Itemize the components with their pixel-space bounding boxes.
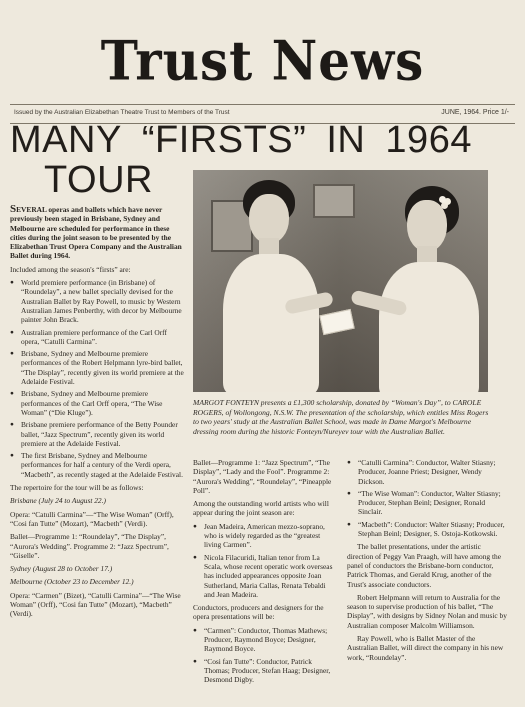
artists-list	[193, 522, 335, 599]
brisbane-ballet: Ballet—Programme 1: “Roundelay”, “The Display”, “Aurora's Wedding”. Programme 2: “Jazz Spectrum”, “Giselle”.	[10, 532, 169, 560]
headline-line-2: TOUR	[44, 159, 153, 201]
photo-face	[249, 194, 289, 244]
photo-figure-left	[215, 178, 335, 392]
list-item: ● Brisbane, Sydney and Melbourne premiere performances of the Robert Helpmann lyre-bird ballet, “The Display”, recently given its world premiere at the Adelaide Festival.	[10, 349, 184, 386]
photo-caption: MARGOT FONTEYN presents a £1,300 scholarship, donated by “Woman's Day”, to CAROLE ROGERS, of Wollongong, N.S.W. The presentation of the scholarship, which entitles Miss Rogers to two years' study at the Australian Ballet School, was made in Dame Margot's Melbourne dressing room during the historic Fonteyn/Nureyev tour with the Australian Ballet.	[193, 398, 489, 436]
list-item: ● The first Brisbane, Sydney and Melbourne performances for half a century of the Verdi opera, “Macbeth”, as recently staged at the Adelaide Festival.	[10, 451, 184, 479]
list-item: ● Australian premiere performance of the Carl Orff opera, “Catulli Carmina”.	[10, 328, 184, 347]
list-item: ● “Catulli Carmina”: Conductor, Walter Stiasny; Producer, Joanne Priest; Designer, Wendy Dickson.	[347, 458, 507, 486]
article-column-middle	[193, 458, 335, 689]
photo-face	[407, 200, 447, 252]
lead-text: EVERAL operas and ballets which have never previously been staged in Brisbane, Sydney and Melbourne are scheduled for performance in these cities during the joint season to be presented by the Elizabethan Trust Opera Company and the Australian Ballet during 1964.	[10, 205, 182, 261]
opera-credits-list	[347, 458, 507, 538]
powell-paragraph: Ray Powell, who is Ballet Master of the Australian Ballet, will direct the company in his new work, “Roundelay”.	[347, 634, 504, 662]
masthead-title: Trust News	[100, 28, 425, 93]
brisbane-opera: Opera: “Catulli Carmina”—“The Wise Woman” (Orff), “Cosi fan Tutte” (Mozart), “Macbeth” (Verdi).	[10, 509, 174, 528]
repertoire-intro: The repertoire for the tour will be as follows:	[10, 483, 144, 493]
issued-by-line: Issued by the Australian Elizabethan Theatre Trust to Members of the Trust	[14, 109, 230, 116]
list-item: ● Brisbane premiere performance of the Betty Pounder ballet, “Jazz Spectrum”, recently given its world premiere at the Adelaide Festival.	[10, 420, 184, 448]
headline-line-1	[10, 120, 515, 160]
photo-body	[379, 262, 479, 392]
photo-body	[223, 254, 319, 392]
article-column-left	[10, 205, 184, 623]
masthead	[0, 26, 525, 96]
issue-date-price: JUNE, 1964. Price 1/-	[441, 109, 509, 116]
photo-fonteyn-rogers	[193, 170, 488, 392]
ballet-direction-paragraph: The ballet presentations, under the artistic direction of Peggy Van Praagh, will have among the panel of conductors the Brisbane-born conductor, Patrick Thomas, and Gerald Krug, another of the Trust's associate conductors.	[347, 542, 502, 589]
list-item: ● “The Wise Woman”: Conductor, Walter Stiasny; Producer, Stephan Beinl; Designer, Ronald Sinclair.	[347, 489, 507, 517]
headline-word: “FIRSTS”	[141, 119, 307, 161]
drop-cap: S	[10, 203, 17, 215]
melbourne-dates: Melbourne (October 23 to December 12.)	[10, 577, 134, 587]
list-item: ● “Macbeth”: Conductor: Walter Stiasny; Producer, Stephan Beinl; Designer, S. Ostoja-Kotkowski.	[347, 520, 507, 539]
list-item: ● “Carmen”: Conductor, Thomas Mathews; Producer, Raymond Boyce; Designer, Raymond Boyce.	[193, 626, 335, 654]
helpmann-paragraph: Robert Helpmann will return to Australia for the season to supervise production of his ballet, “The Display”, with designs by Sidney Nolan and music by Australian composer Malcolm Williamson.	[347, 592, 507, 630]
list-item: ● World premiere performance (in Brisbane) of “Roundelay”, a new ballet specially devised for the Australian Ballet by Ray Powell, to music by Western Australian James Penberthy, with decor by Melbourne painter John Brack.	[10, 278, 184, 324]
list-item: ● Brisbane, Sydney and Melbourne premiere performances of the Carl Orff opera, “The Wise Woman” (“Die Kluge”).	[10, 389, 184, 417]
headline-word: 1964	[385, 119, 472, 161]
firsts-list	[10, 278, 184, 479]
firsts-intro: Included among the season's “firsts” are:	[10, 264, 131, 274]
list-item: ● Nicola Filacuridi, Italian tenor from La Scala, whose recent operatic work overseas has included appearances opposite Joan Sutherland, Maria Callas, Renata Tebaldi and Jean Madeira.	[193, 553, 335, 599]
photo-hair-flower	[439, 196, 446, 203]
lead-paragraph	[10, 205, 184, 261]
list-item: ● Jean Madeira, American mezzo-soprano, who is widely regarded as the “greatest living Carmen”.	[193, 522, 335, 550]
article-column-right	[347, 458, 507, 666]
sydney-dates: Sydney (August 28 to October 17.)	[10, 564, 113, 574]
conductors-intro: Conductors, producers and designers for the opera presentations will be:	[193, 603, 324, 622]
list-item: ● “Cosi fan Tutte”: Conductor, Patrick Thomas; Producer, Stefan Haag; Designer, Desmond Digby.	[193, 657, 335, 685]
conductors-list	[193, 626, 335, 685]
brisbane-dates: Brisbane (July 24 to August 22.)	[10, 496, 106, 506]
headline-word: IN	[326, 119, 366, 161]
photo-figure-right	[361, 184, 481, 392]
headline-word: MANY	[10, 119, 122, 161]
artists-intro: Among the outstanding world artists who will appear during the joint season are:	[193, 499, 329, 518]
melbourne-ballet: Ballet—Programme 1: “Jazz Spectrum”, “The Display”, “Lady and the Fool”. Programme 2: “Aurora's Wedding”, “Roundelay”, “Pineapple Poll”.	[193, 458, 332, 495]
melbourne-opera: Opera: “Carmen” (Bizet), “Catulli Carmina”—“The Wise Woman” (Orff), “Cosi fan Tutte” (Mozart), “Macbeth” (Verdi).	[10, 590, 181, 619]
